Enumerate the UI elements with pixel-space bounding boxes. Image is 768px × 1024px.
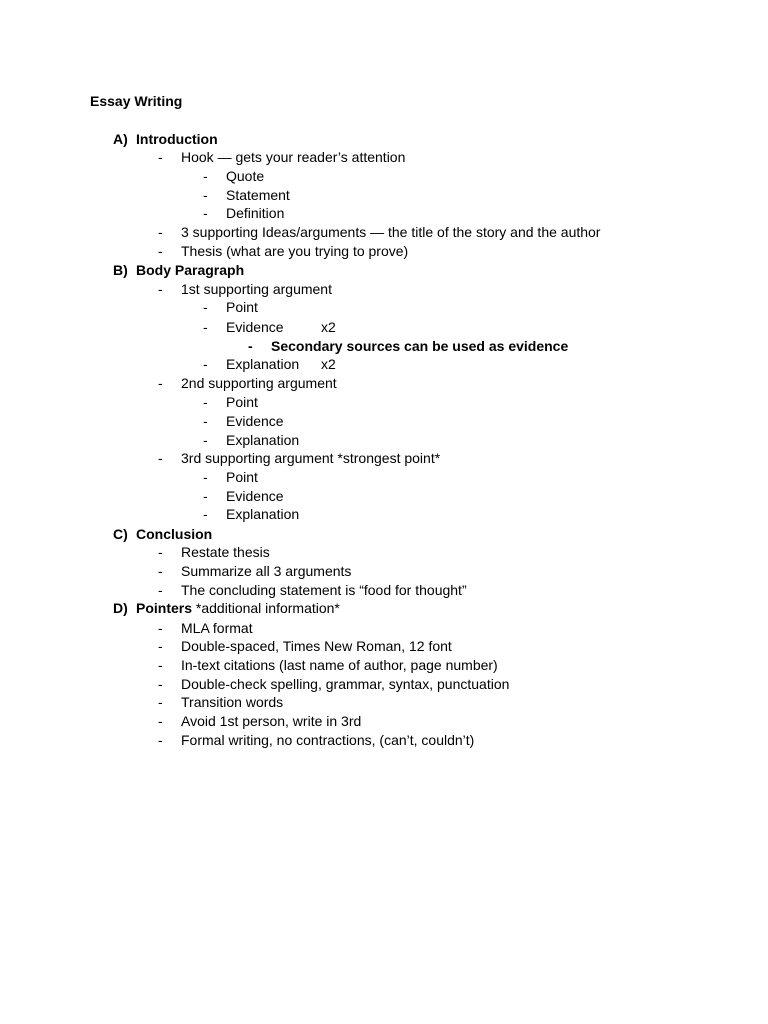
multiplier-label: x2 bbox=[321, 356, 336, 372]
bullet-dash: - bbox=[203, 205, 208, 221]
document-title: Essay Writing bbox=[90, 93, 183, 109]
sub-list-item-text: Point bbox=[226, 394, 258, 410]
bullet-dash: - bbox=[203, 319, 208, 335]
bullet-dash: - bbox=[158, 582, 163, 598]
bullet-dash: - bbox=[203, 299, 208, 315]
sub-list-item-text: Definition bbox=[226, 205, 285, 221]
list-item-text: 2nd supporting argument bbox=[181, 375, 337, 391]
bullet-dash: - bbox=[203, 506, 208, 522]
bullet-dash: - bbox=[158, 450, 163, 466]
bullet-dash: - bbox=[158, 694, 163, 710]
bullet-dash: - bbox=[203, 187, 208, 203]
list-item-text: Transition words bbox=[181, 694, 284, 710]
list-item-text: Thesis (what are you trying to prove) bbox=[181, 243, 409, 259]
bullet-dash: - bbox=[248, 338, 253, 354]
list-item-text: Restate thesis bbox=[181, 544, 270, 560]
list-item-text: 3rd supporting argument *strongest point* bbox=[181, 450, 441, 466]
sub-list-item-text: Statement bbox=[226, 187, 290, 203]
section-letter: D) bbox=[113, 600, 128, 616]
bullet-dash: - bbox=[158, 224, 163, 240]
bullet-dash: - bbox=[203, 394, 208, 410]
sub-list-item-text: Explanation bbox=[226, 506, 300, 522]
list-item-text: Hook — gets your reader’s attention bbox=[181, 149, 406, 165]
bullet-dash: - bbox=[203, 413, 208, 429]
bullet-dash: - bbox=[203, 168, 208, 184]
evidence-note: Secondary sources can be used as evidence bbox=[271, 338, 569, 354]
bullet-dash: - bbox=[158, 243, 163, 259]
list-item-text: Formal writing, no contractions, (can’t, couldn’t) bbox=[181, 732, 475, 748]
sub-list-item-text: Explanation bbox=[226, 432, 300, 448]
list-item-text: In-text citations (last name of author, page number) bbox=[181, 657, 498, 673]
bullet-dash: - bbox=[158, 732, 163, 748]
list-item-text: Double-spaced, Times New Roman, 12 font bbox=[181, 638, 452, 654]
bullet-dash: - bbox=[158, 676, 163, 692]
bullet-dash: - bbox=[158, 563, 163, 579]
section-heading: Body Paragraph bbox=[136, 262, 245, 278]
bullet-dash: - bbox=[158, 281, 163, 297]
list-item-text: Avoid 1st person, write in 3rd bbox=[181, 713, 362, 729]
bullet-dash: - bbox=[158, 638, 163, 654]
sub-list-item-text: Evidence bbox=[226, 319, 284, 335]
list-item-text: Double-check spelling, grammar, syntax, punctuation bbox=[181, 676, 510, 692]
sub-list-item-text: Point bbox=[226, 299, 258, 315]
bullet-dash: - bbox=[158, 657, 163, 673]
sub-list-item-text: Explanation bbox=[226, 356, 300, 372]
multiplier-label: x2 bbox=[321, 319, 336, 335]
section-letter: C) bbox=[113, 526, 128, 542]
bullet-dash: - bbox=[158, 544, 163, 560]
bullet-dash: - bbox=[203, 469, 208, 485]
sub-list-item-text: Point bbox=[226, 469, 258, 485]
sub-list-item-text: Evidence bbox=[226, 413, 284, 429]
section-heading-group bbox=[136, 599, 340, 618]
section-heading: Conclusion bbox=[136, 526, 213, 542]
bullet-dash: - bbox=[158, 713, 163, 729]
list-item-text: The concluding statement is “food for thought” bbox=[181, 582, 467, 598]
bullet-dash: - bbox=[158, 620, 163, 636]
bullet-dash: - bbox=[158, 149, 163, 165]
list-item-text: MLA format bbox=[181, 620, 253, 636]
bullet-dash: - bbox=[203, 356, 208, 372]
bullet-dash: - bbox=[203, 432, 208, 448]
list-item-text: 1st supporting argument bbox=[181, 281, 332, 297]
bullet-dash: - bbox=[158, 375, 163, 391]
section-heading: Pointers bbox=[136, 600, 193, 616]
section-letter: B) bbox=[113, 262, 128, 278]
bullet-dash: - bbox=[203, 488, 208, 504]
list-item-text: 3 supporting Ideas/arguments — the title of the story and the author bbox=[181, 224, 601, 240]
section-letter: A) bbox=[113, 131, 128, 147]
section-heading: Introduction bbox=[136, 131, 218, 147]
section-heading-note: *additional information* bbox=[192, 600, 340, 616]
sub-list-item-text: Quote bbox=[226, 168, 265, 184]
sub-list-item-text: Evidence bbox=[226, 488, 284, 504]
list-item-text: Summarize all 3 arguments bbox=[181, 563, 352, 579]
